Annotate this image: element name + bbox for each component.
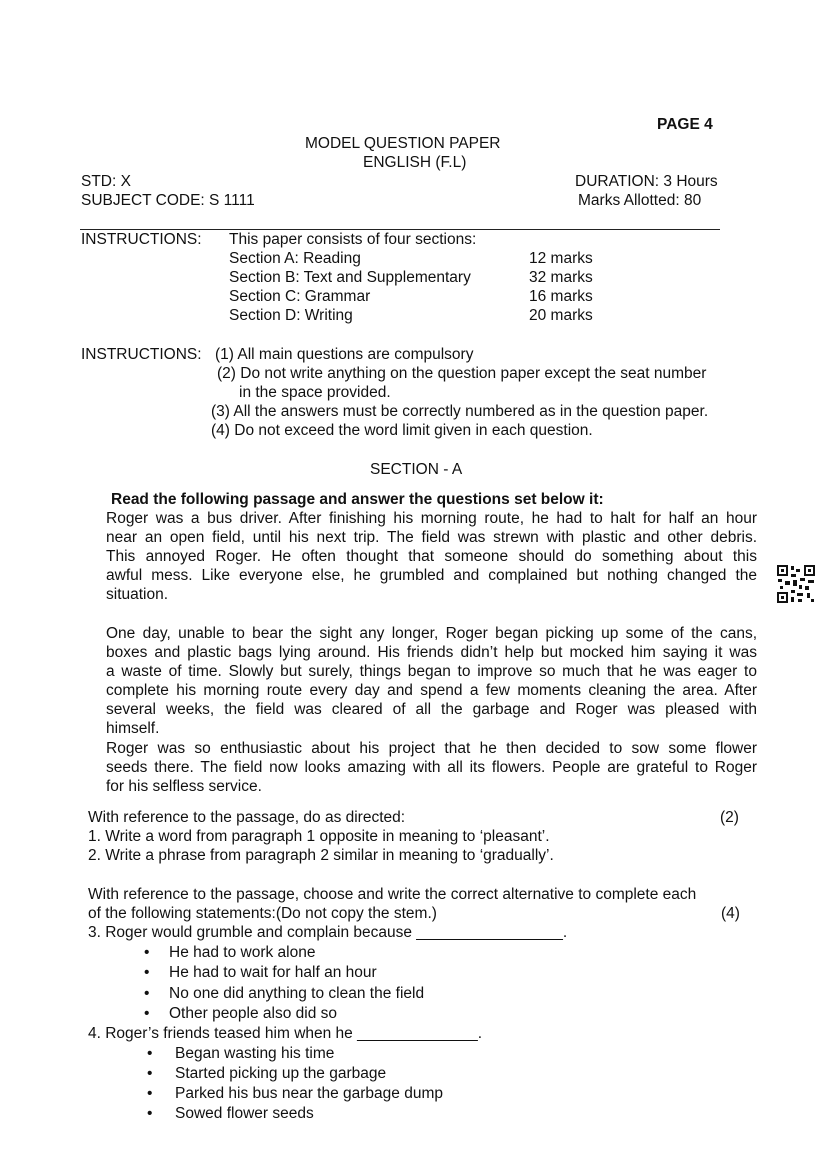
section-c-row-name: Section C: Grammar [229,288,371,305]
section-b-row-marks: 32 marks [529,269,593,286]
bullet-icon: • [147,1065,153,1082]
option-text: Parked his bus near the garbage dump [175,1085,443,1102]
bullet-icon: • [147,1105,153,1122]
passage-line: several weeks, the field was cleared of all the garbage and Roger was pleased with [106,701,757,718]
question-block-2-directive-line-2: of the following statements:(Do not copy the stem.) [88,905,437,922]
question-3: 3. Roger would grumble and complain because _________________. [88,924,568,941]
section-d-row-marks: 20 marks [529,307,593,324]
question-4: 4. Roger’s friends teased him when he ______________. [88,1025,483,1042]
general-instructions-label: INSTRUCTIONS: [81,346,202,363]
section-a-row-marks: 12 marks [529,250,593,267]
passage-line: awful mess. Like everyone else, he grumbled and complained but nothing changed the [106,567,757,584]
option-list-item [147,1064,152,1083]
page-number: PAGE 4 [657,116,713,133]
option-list-item [147,1084,152,1103]
duration-label: DURATION: 3 Hours [575,173,718,190]
instruction-item: (1) All main questions are compulsory [215,346,474,363]
passage-line: boxes and plastic bags lying around. His friends didn’t help but mocked him saying it was [106,644,757,661]
option-text: He had to wait for half an hour [169,964,377,981]
instruction-item: (4) Do not exceed the word limit given in each question. [211,422,593,439]
bullet-icon: • [147,1045,153,1062]
section-d-row-name: Section D: Writing [229,307,353,324]
paper-title: MODEL QUESTION PAPER [305,135,501,152]
instruction-item: (3) All the answers must be correctly numbered as in the question paper. [211,403,709,420]
question-block-1-directive: With reference to the passage, do as directed: [88,809,406,826]
bullet-icon: • [144,1005,150,1022]
passage-paragraph-2 [106,624,757,738]
bullet-icon: • [147,1085,153,1102]
option-text: Sowed flower seeds [175,1105,314,1122]
passage-prompt: Read the following passage and answer the questions set below it: [111,491,604,508]
instruction-item: in the space provided. [239,384,391,401]
option-text: He had to work alone [169,944,316,961]
marks-allotted: Marks Allotted: 80 [578,192,702,209]
passage-line: One day, unable to bear the sight any longer, Roger began picking up some of the cans, [106,625,757,642]
question-1: 1. Write a word from paragraph 1 opposite in meaning to ‘pleasant’. [88,828,550,845]
sections-intro: This paper consists of four sections: [229,231,477,248]
passage-line: situation. [106,586,169,603]
passage-paragraph-1 [106,509,757,604]
subject-code: SUBJECT CODE: S 1111 [81,192,255,209]
qr-code-icon [777,565,815,603]
bullet-icon: • [144,985,150,1002]
question-block-1-marks: (2) [720,809,739,826]
option-list-item [147,1044,152,1063]
std-label: STD: X [81,173,131,190]
section-c-row-marks: 16 marks [529,288,593,305]
section-b-row-name: Section B: Text and Supplementary [229,269,471,286]
option-list-item [147,1104,152,1123]
bullet-icon: • [144,964,150,981]
option-text: Started picking up the garbage [175,1065,387,1082]
passage-line: for his selfless service. [106,778,262,795]
passage-line: This annoyed Roger. He often thought that someone should do something about this [106,548,757,565]
question-block-2-marks: (4) [721,905,740,922]
sections-instructions-label: INSTRUCTIONS: [81,231,202,248]
bullet-icon: • [144,944,150,961]
passage-line: Roger was a bus driver. After finishing his morning route, he had to halt for half an hour [106,510,757,527]
option-text: Other people also did so [169,1005,338,1022]
passage-paragraph-3 [106,739,757,796]
passage-line: a waste of time. Slowly but surely, things began to improve so much that he was eager to [106,663,757,680]
section-a-row-name: Section A: Reading [229,250,361,267]
passage-line: near an open field, until his next trip. The field was strewn with plastic and other debris. [106,529,757,546]
option-list-item [144,943,149,962]
option-list-item [144,984,149,1003]
question-block-2-directive: With reference to the passage, choose and write the correct alternative to complete each [88,886,697,903]
option-text: No one did anything to clean the field [169,985,425,1002]
section-a-heading: SECTION - A [370,461,463,478]
option-list-item [144,1004,149,1023]
passage-line: seeds there. The field now looks amazing with all its flowers. People are grateful to Roger [106,759,757,776]
option-list-item [144,963,149,982]
question-2: 2. Write a phrase from paragraph 2 similar in meaning to ‘gradually’. [88,847,554,864]
paper-subtitle: ENGLISH (F.L) [363,154,467,171]
passage-line: himself. [106,720,160,737]
option-text: Began wasting his time [175,1045,335,1062]
instruction-item: (2) Do not write anything on the question paper except the seat number [217,365,707,382]
passage-line: Roger was so enthusiastic about his project that he then decided to sow some flower [106,740,757,757]
passage-line: complete his morning route every day and spend a few moments cleaning the area. After [106,682,757,699]
